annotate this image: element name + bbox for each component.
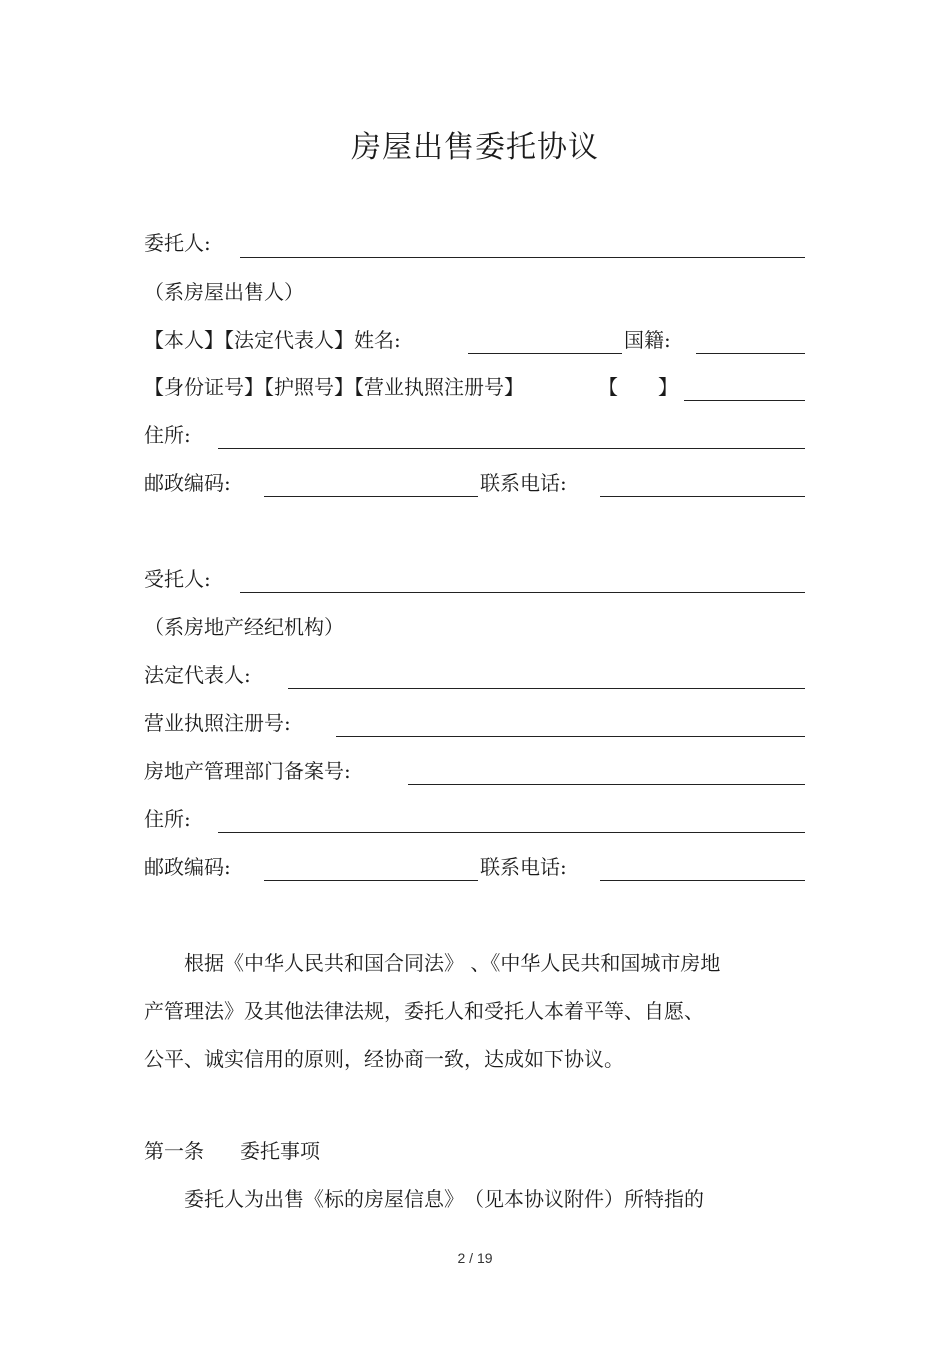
- principal-nationality-label: 国籍:: [624, 328, 671, 352]
- agent-record-label: 房地产管理部门备案号:: [144, 759, 351, 783]
- principal-id-label: 【身份证号】【护照号】【营业执照注册号】: [144, 375, 524, 399]
- document-title: 房屋出售委托协议: [351, 130, 599, 165]
- principal-note: （系房屋出售人）: [144, 280, 304, 304]
- agent-phone-label: 联系电话:: [480, 855, 567, 879]
- agent-note: （系房地产经纪机构）: [144, 615, 344, 639]
- page-number: 2 / 19: [457, 1250, 493, 1266]
- agent-postcode-label: 邮政编码:: [144, 855, 231, 879]
- agent-license-label: 营业执照注册号:: [144, 711, 291, 735]
- principal-label: 委托人:: [144, 231, 211, 255]
- agent-license-blank[interactable]: [336, 736, 805, 737]
- principal-address-blank[interactable]: [218, 448, 805, 449]
- principal-address-label: 住所:: [144, 423, 191, 447]
- article-1-title: 委托事项: [240, 1139, 320, 1163]
- principal-rep-label: 【本人】【法定代表人】姓名:: [144, 328, 401, 352]
- agent-name-blank[interactable]: [240, 592, 805, 593]
- agent-label: 受托人:: [144, 567, 211, 591]
- agent-phone-blank[interactable]: [600, 880, 805, 881]
- principal-phone-label: 联系电话:: [480, 471, 567, 495]
- agent-rep-blank[interactable]: [288, 688, 805, 689]
- agent-postcode-blank[interactable]: [264, 880, 478, 881]
- article-1-text: 委托人为出售《标的房屋信息》 （见本协议附件）所特指的: [144, 1187, 704, 1211]
- agent-record-blank[interactable]: [408, 784, 805, 785]
- principal-name-blank[interactable]: [240, 257, 805, 258]
- principal-other-bracket: 【 】: [598, 375, 678, 399]
- agent-rep-label: 法定代表人:: [144, 663, 251, 687]
- principal-rep-name-blank[interactable]: [468, 353, 622, 354]
- preamble-line-1: 根据《中华人民共和国合同法》 、《中华人民共和国城市房地: [144, 951, 721, 975]
- preamble-line-3: 公平、诚实信用的原则，经协商一致，达成如下协议。: [144, 1047, 624, 1071]
- preamble-line-2: 产管理法》及其他法律法规，委托人和受托人本着平等、自愿、: [144, 999, 704, 1023]
- principal-id-blank[interactable]: [684, 400, 805, 401]
- principal-postcode-blank[interactable]: [264, 496, 478, 497]
- principal-nationality-blank[interactable]: [696, 353, 805, 354]
- principal-phone-blank[interactable]: [600, 496, 805, 497]
- principal-postcode-label: 邮政编码:: [144, 471, 231, 495]
- agent-address-label: 住所:: [144, 807, 191, 831]
- agent-address-blank[interactable]: [218, 832, 805, 833]
- article-1-number: 第一条: [144, 1139, 204, 1163]
